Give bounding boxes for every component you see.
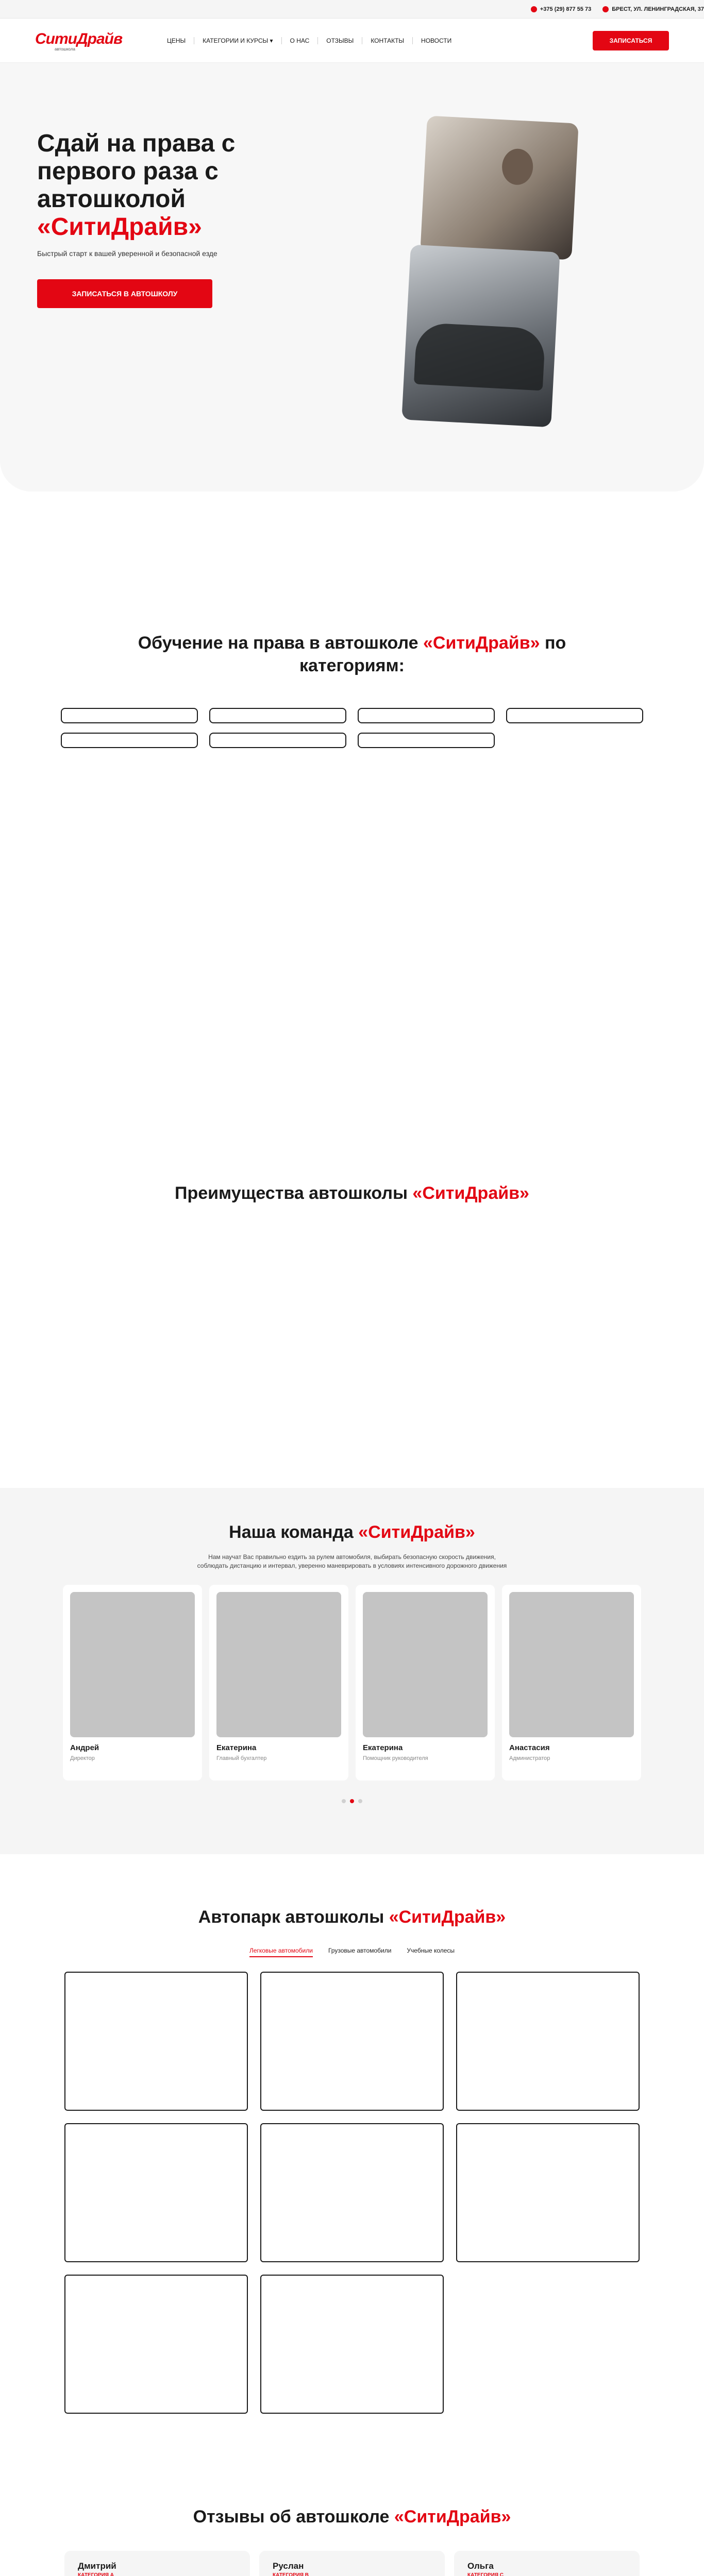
topbar-address: БРЕСТ, УЛ. ЛЕНИНГРАДСКАЯ, 37 (602, 6, 704, 12)
fleet-item[interactable] (260, 1972, 444, 2111)
category-button[interactable] (358, 733, 495, 748)
tab-training[interactable]: Учебные колесы (407, 1947, 455, 1954)
team-card: Екатерина Главный бухгалтер (209, 1585, 348, 1781)
review-card: Руслан КАТЕГОРИЯ В (259, 2551, 445, 2576)
team-photo (216, 1592, 341, 1737)
phone-icon (531, 6, 537, 12)
category-buttons (0, 708, 704, 748)
topbar (0, 0, 704, 19)
reviews-section (0, 2505, 704, 2576)
categories-section (0, 492, 704, 1182)
topbar-phone[interactable]: +375 (29) 877 55 73 (531, 6, 591, 12)
pagination-dot[interactable] (342, 1799, 346, 1803)
hero-photo-instructor (420, 115, 578, 260)
fleet-item[interactable] (64, 2123, 248, 2262)
hero (0, 63, 704, 492)
team-subtitle: Нам научат Вас правильно ездить за рулем автомобиля, выбирать безопасную скорость движения, соблюдать дистанцию и интервал, уверенно маневрировать в условиях интенсивного дорожного движения (197, 1553, 507, 1569)
hero-title: Сдай на права с первого раза с автошколой «СитиДрайв» (37, 130, 236, 241)
nav-about[interactable]: О НАС (281, 37, 318, 44)
category-button[interactable] (61, 708, 198, 723)
team-photo (509, 1592, 634, 1737)
main-nav (159, 37, 460, 44)
review-cards (0, 2551, 704, 2576)
team-section (0, 1488, 704, 1854)
fleet-item[interactable] (456, 1972, 640, 2111)
fleet-item[interactable] (260, 2275, 444, 2414)
category-button[interactable] (61, 733, 198, 748)
advantages-section (0, 1182, 704, 1488)
categories-title: Обучение на права в автошколе «СитиДрайв» по категориям: (138, 633, 566, 675)
header-signup-button[interactable]: ЗАПИСАТЬСЯ (593, 31, 669, 50)
review-card: Дмитрий КАТЕГОРИЯ А (64, 2551, 250, 2576)
team-title: Наша команда «СитиДрайв» (229, 1522, 475, 1542)
pagination-dot-active[interactable] (350, 1799, 354, 1803)
nav-reviews[interactable]: ОТЗЫВЫ (317, 37, 362, 44)
team-cards (0, 1585, 704, 1781)
review-card: Ольга КАТЕГОРИЯ С (454, 2551, 640, 2576)
team-photo (70, 1592, 195, 1737)
tab-trucks[interactable]: Грузовые автомобили (328, 1947, 392, 1954)
fleet-item[interactable] (260, 2123, 444, 2262)
hero-signup-button[interactable]: ЗАПИСАТЬСЯ В АВТОШКОЛУ (37, 279, 212, 308)
team-card: Екатерина Помощник руководителя (356, 1585, 495, 1781)
team-photo (363, 1592, 488, 1737)
advantages-title: Преимущества автошколы «СитиДрайв» (175, 1183, 529, 1203)
fleet-title: Автопарк автошколы «СитиДрайв» (198, 1907, 506, 1927)
nav-categories[interactable]: КАТЕГОРИИ И КУРСЫ ▾ (194, 37, 281, 44)
hero-subtitle: Быстрый старт к вашей уверенной и безопасной езде (37, 249, 217, 258)
fleet-item[interactable] (64, 1972, 248, 2111)
nav-contacts[interactable]: КОНТАКТЫ (362, 37, 412, 44)
nav-news[interactable]: НОВОСТИ (412, 37, 460, 44)
fleet-section (0, 1854, 704, 2505)
header (0, 19, 704, 63)
tab-cars[interactable]: Легковые автомобили (249, 1947, 313, 1957)
hero-photo-driving (401, 245, 560, 428)
team-card: Анастасия Администратор (502, 1585, 641, 1781)
category-button[interactable] (209, 708, 346, 723)
fleet-grid (0, 1972, 704, 2414)
location-icon (602, 6, 609, 12)
logo[interactable]: СитиДрайв автошкола (35, 30, 123, 52)
category-button[interactable] (506, 708, 643, 723)
team-card: Андрей Директор (63, 1585, 202, 1781)
reviews-title: Отзывы об автошколе «СитиДрайв» (193, 2507, 511, 2527)
team-pagination (0, 1799, 704, 1803)
pagination-dot[interactable] (358, 1799, 362, 1803)
category-button[interactable] (358, 708, 495, 723)
fleet-tabs (0, 1947, 704, 1957)
category-button[interactable] (209, 733, 346, 748)
fleet-item[interactable] (64, 2275, 248, 2414)
nav-prices[interactable]: ЦЕНЫ (167, 37, 186, 44)
fleet-item[interactable] (456, 2123, 640, 2262)
